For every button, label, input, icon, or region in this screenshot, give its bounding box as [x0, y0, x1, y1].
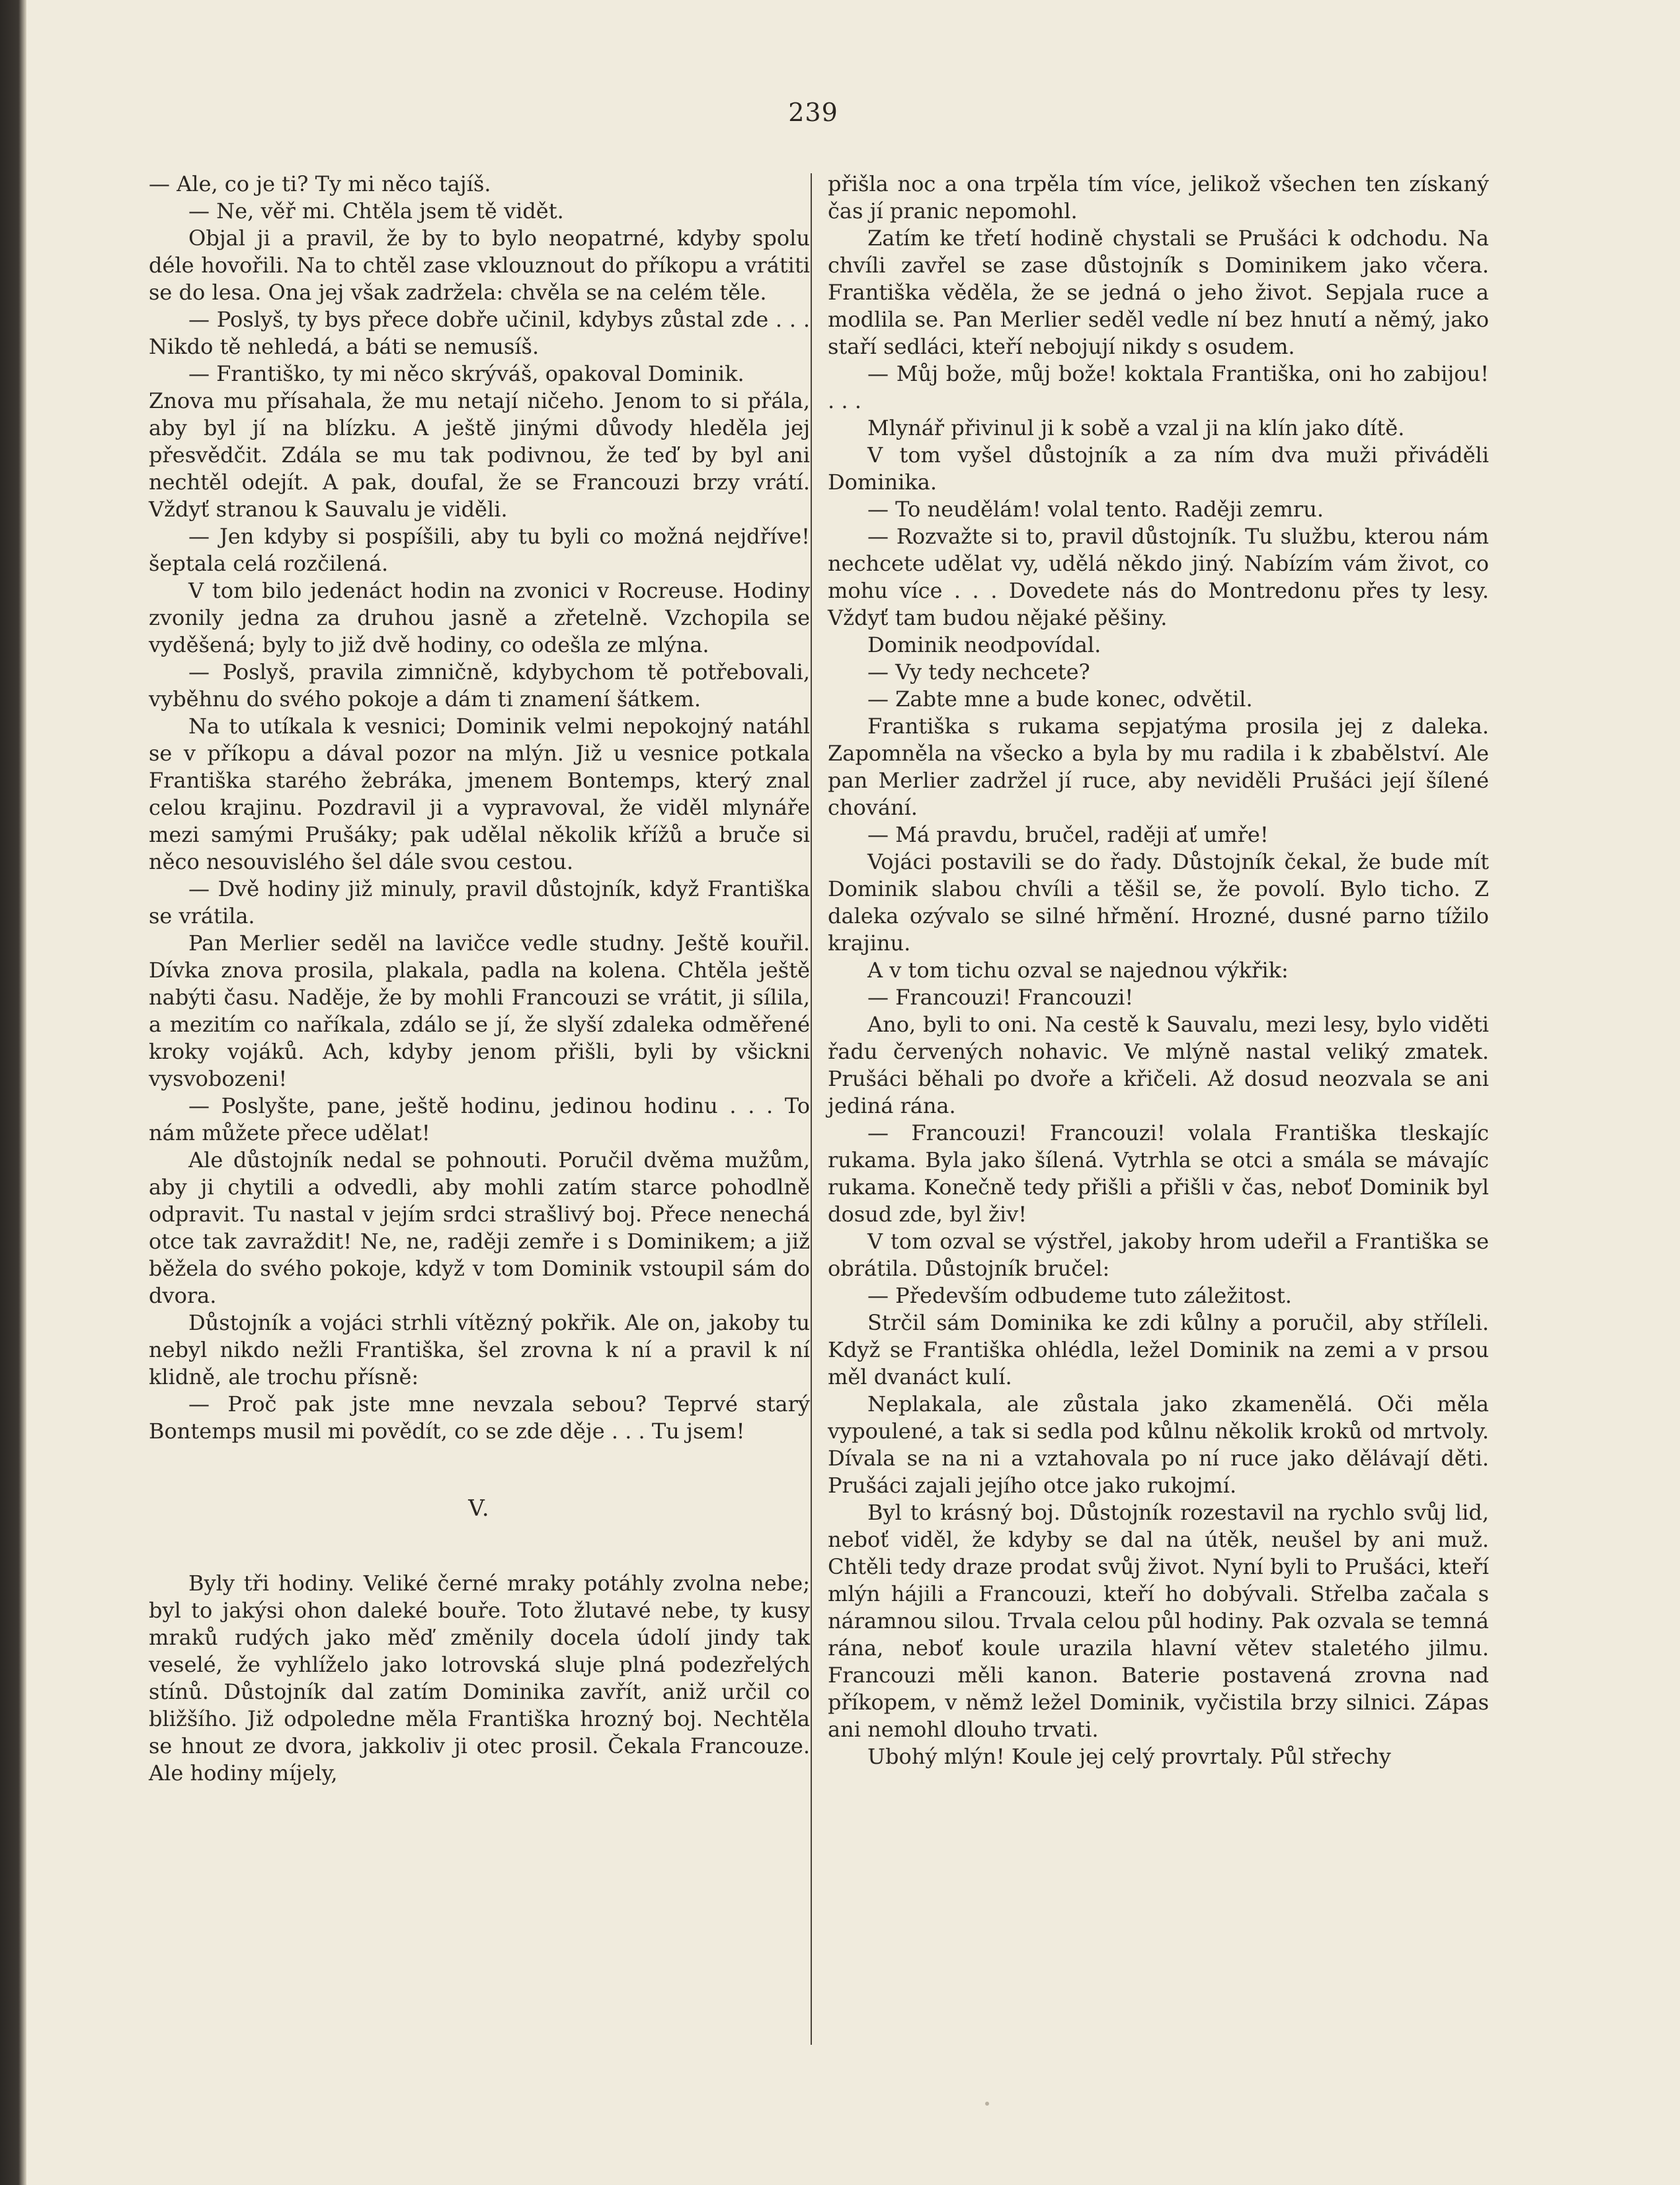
paragraph: Pan Merlier seděl na lavičce vedle studny. Ještě kouřil. Dívka znova prosila, plakala, padla na kolena. Chtěla ještě nabýti času. Naděje, že by mohli Francouzi se vrátit, ji sílila, a mezitím co naříkala, zdálo se jí, že slyší zdaleka odměřené kroky vojáků. Ach, kdyby jenom přišli, byli by všickni vysvobozeni! — [149, 930, 810, 1091]
column-divider — [811, 173, 812, 2045]
paragraph: V tom ozval se výstřel, jakoby hrom udeřil a Františka se obrátila. Důstojník bručel: — [828, 1229, 1489, 1281]
paragraph: — Francouzi! Francouzi! volala Františka tleskajíc rukama. Byla jako šílená. Vytrhla se otci a smála se mávajíc rukama. Konečně tedy přišli a přišli v čas, neboť Dominik byl dosud zde, byl živ! — [828, 1120, 1489, 1227]
paragraph: Ubohý mlýn! Koule jej celý provrtaly. Půl střechy — [867, 1744, 1391, 1769]
paragraph: Byl to krásný boj. Důstojník rozestavil na rychlo svůj lid, neboť viděl, že kdyby se dal na útěk, neušel by ani muž. Chtěli tedy draze prodat svůj život. Nyní byli to Prušáci, kteří mlýn hájili a Francouzi, kteří ho dobývali. Střelba začala s náramnou silou. Trvala celou půl hodiny. Pak ozvala se temná rána, neboť koule urazila hlavní větev staletého jilmu. Francouzi měli kanon. Baterie postavená zrovna nad příkopem, v němž ležel Dominik, vyčistila brzy silnici. Zápas ani nemohl dlouho trvati. — [828, 1500, 1489, 1742]
paragraph: V tom bilo jedenáct hodin na zvonici v Rocreuse. Hodiny zvonily jedna za druhou jasně a zřetelně. Vzchopila se vyděšená; byly to již dvě hodiny, co odešla ze mlýna. — [149, 578, 810, 657]
paragraph: — Vy tedy nechcete? — [867, 659, 1090, 684]
paragraph: Neplakala, ale zůstala jako zkamenělá. Oči měla vypoulené, a tak si sedla pod kůlnu několik kroků od mrtvoly. Dívala se na ni a vztahovala po ní ruce jako dělávají děti. Prušáci zajali jejího otce jako rukojmí. — [828, 1391, 1489, 1498]
paragraph: — Ne, věř mi. Chtěla jsem tě vidět. — [188, 198, 564, 224]
paragraph: Vojáci postavili se do řady. Důstojník čekal, že bude mít Dominik slabou chvíli a těšil se, že povolí. Bylo ticho. Z daleka ozývalo se silné hřmění. Hrozné, dusné parno tížilo krajinu. — [828, 849, 1489, 956]
paragraph: — Má pravdu, bručel, raději ať umře! — [867, 822, 1269, 847]
paragraph: — Zabte mne a bude konec, odvětil. — [867, 686, 1253, 712]
paragraph: Mlynář přivinul ji k sobě a vzal ji na klín jako dítě. — [867, 415, 1405, 440]
paragraph: Objal ji a pravil, že by to bylo neopatrné, kdyby spolu déle hovořili. Na to chtěl zase vklouznout do příkopu a vrátiti se do lesa. Ona jej však zadržela: chvěla se na celém těle. — [149, 226, 810, 305]
paragraph: Ano, byli to oni. Na cestě k Sauvalu, mezi lesy, bylo viděti řadu červených nohavic. Ve mlýně nastal veliký zmatek. Prušáci běhali po dvoře a křičeli. Až dosud neozvala se ani jediná rána. — [828, 1012, 1489, 1118]
paragraph: — Jen kdyby si pospíšili, aby tu byli co možná nejdříve! šeptala celá rozčilená. — [149, 524, 810, 576]
paragraph: — Proč pak jste mne nevzala sebou? Teprvé starý Bontemps musil mi povědít, co se zde děje . . . Tu jsem! — [149, 1391, 810, 1444]
paragraph: Františka s rukama sepjatýma prosila jej z daleka. Zapomněla na všecko a byla by mu radila i k zbabělství. Ale pan Merlier zadržel jí ruce, aby neviděli Prušáci její šílené chování. — [828, 714, 1489, 820]
paragraph: Důstojník a vojáci strhli vítězný pokřik. Ale on, jakoby tu nebyl nikdo nežli Františka, šel zrovna k ní a pravil k ní klidně, ale trochu přísně: — [149, 1310, 810, 1389]
paragraph: — Poslyšte, pane, ještě hodinu, jedinou hodinu . . . To nám můžete přece udělat! — [149, 1093, 810, 1145]
paragraph: Znova mu přísahala, že mu netají ničeho. Jenom to si přála, aby byl jí na blízku. A ještě jinými důvody hleděla jej přesvědčit. Zdála se mu tak podivnou, že teď by byl ani nechtěl odejít. A pak, doufal, že se Francouzi brzy vrátí. Vždyť stranou k Sauvalu je viděli. — [149, 388, 810, 522]
paragraph: Byly tři hodiny. Veliké černé mraky potáhly zvolna nebe; byl to jakýsi ohon daleké bouře. Toto žlutavé nebe, ty kusy mraků rudých jako měď změnily docela údolí jindy tak veselé, že vyhlíželo jako lotrovská sluje plná podezřelých stínů. Důstojník dal zatím Dominika zavřít, aniž určil co bližšího. Již odpoledne měla Františka hrozný boj. Nechtěla se hnout ze dvora, jakkoliv ji otec prosil. Čekala Francouze. Ale hodiny míjely, — [149, 1571, 810, 1786]
paragraph: Ale důstojník nedal se pohnouti. Poručil dvěma mužům, aby ji chytili a odvedli, aby mohli zatím starce pohodlně odpravit. Tu nastal v jejím srdci strašlivý boj. Přece nenechá otce tak zavraždit! Ne, ne, raději zemře i s Dominikem; a již běžela do svého pokoje, když v tom Dominik vstoupil sám do dvora. — [149, 1147, 810, 1308]
paragraph: — Především odbudeme tuto záležitost. — [867, 1283, 1292, 1308]
paragraph: A v tom tichu ozval se najednou výkřik: — [867, 958, 1289, 983]
paragraph: Zatím ke třetí hodině chystali se Prušáci k odchodu. Na chvíli zavřel se zase důstojník s Dominikem jako včera. Františka věděla, že se jedná o jeho život. Sepjala ruce a modlila se. Pan Merlier seděl vedle ní bez hnutí a němý, jako staří sedláci, kteří nebojují nikdy s osudem. — [828, 226, 1489, 359]
paragraph: — Poslyš, pravila zimničně, kdybychom tě potřebovali, vyběhnu do svého pokoje a dám ti znamení šátkem. — [149, 659, 810, 712]
paragraph: — Dvě hodiny již minuly, pravil důstojník, když Františka se vrátila. — [149, 876, 810, 928]
paragraph: Dominik neodpovídal. — [867, 632, 1101, 657]
paragraph: — Rozvažte si to, pravil důstojník. Tu službu, kterou nám nechcete udělat vy, udělá někdo jiný. Nabízím vám život, co mohu více . . . Dovedete nás do Montredonu přes ty lesy. Vždyť tam budou nějaké pěšiny. — [828, 524, 1489, 630]
paragraph: — Francouzi! Francouzi! — [867, 985, 1134, 1010]
paragraph: — To neudělám! volal tento. Raději zemru. — [867, 497, 1324, 522]
page-number: 239 — [788, 98, 838, 127]
paragraph: Strčil sám Dominika ke zdi kůlny a poručil, aby stříleli. Když se Františka ohlédla, ležel Dominik na zemi a v prsou měl dvanáct kulí. — [828, 1310, 1489, 1389]
paragraph: — Ale, co je ti? Ty mi něco tajíš. — [149, 171, 491, 196]
paragraph: přišla noc a ona trpěla tím více, jelikož všechen ten získaný čas jí pranic nepomohl. — [828, 171, 1489, 224]
paragraph: — Františko, ty mi něco skrýváš, opakoval Dominik. — [188, 361, 744, 386]
page-shadow-edge — [0, 0, 26, 2185]
paragraph: — Můj bože, můj bože! koktala Františka, oni ho zabijou! . . . — [828, 361, 1489, 413]
paragraph: — Poslyš, ty bys přece dobře učinil, kdybys zůstal zde . . . Nikdo tě nehledá, a báti se nemusíš. — [149, 307, 810, 359]
paragraph: Na to utíkala k vesnici; Dominik velmi nepokojný natáhl se v příkopu a dával pozor na mlýn. Již u vesnice potkala Františka starého žebráka, jmenem Bontemps, který znal celou krajinu. Pozdravil ji a vypravoval, že viděl mlynáře mezi samými Prušáky; pak udělal několik křížů a bruče si něco nesouvislého šel dále svou cestou. — [149, 714, 810, 874]
right-column — [828, 171, 1489, 1770]
left-column — [149, 171, 810, 1787]
paper-speck — [985, 2102, 989, 2106]
paragraph: V tom vyšel důstojník a za ním dva muži přiváděli Dominika. — [828, 442, 1489, 495]
section-heading: V. — [468, 1495, 491, 1522]
